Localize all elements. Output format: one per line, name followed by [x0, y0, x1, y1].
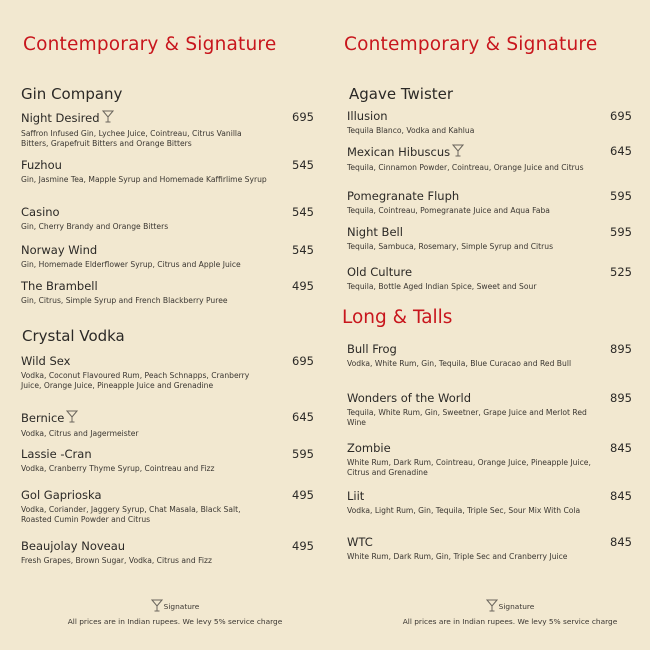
item-name: Old Culture: [347, 265, 413, 279]
item-description: Gin, Citrus, Simple Syrup and French Blackberry Puree: [21, 296, 228, 305]
menu-item: [21, 539, 314, 566]
menu-item: [21, 205, 314, 232]
menu-item: [21, 488, 314, 525]
cocktail-glass-icon: [151, 599, 163, 614]
item-price: 595: [610, 189, 632, 203]
menu-item: [347, 535, 632, 562]
menu-item: [347, 441, 632, 478]
menu-footer: [360, 599, 650, 626]
item-name: Casino: [21, 205, 60, 219]
item-description: Vodka, Light Rum, Gin, Tequila, Triple Sec, Sour Mix With Cola: [347, 506, 581, 515]
menu-item: [347, 489, 632, 516]
menu-item: [21, 410, 314, 439]
item-name: Fuzhou: [21, 158, 62, 172]
section-heading: Agave Twister: [349, 85, 454, 103]
item-price: 895: [610, 342, 632, 356]
item-name: Zombie: [347, 441, 391, 455]
item-price: 545: [292, 205, 314, 219]
item-name: WTC: [347, 535, 373, 549]
item-price: 525: [610, 265, 632, 279]
menu-item: [21, 243, 314, 270]
item-description: Fresh Grapes, Brown Sugar, Vodka, Citrus and Fizz: [21, 556, 212, 565]
cocktail-glass-icon: [486, 599, 498, 614]
item-price: 645: [610, 144, 632, 158]
menu-item: [347, 189, 632, 216]
item-description: Tequila Blanco, Vodka and Kahlua: [347, 126, 475, 135]
item-name: Night Desired: [21, 111, 100, 125]
item-description: Gin, Jasmine Tea, Mapple Syrup and Homemade Kaffirlime Syrup: [21, 175, 267, 184]
item-price: 645: [292, 410, 314, 424]
item-description: White Rum, Dark Rum, Cointreau, Orange Juice, Pineapple Juice, Citrus and Grenadine: [347, 458, 591, 477]
item-name: Illusion: [347, 109, 388, 123]
item-description: Vodka, Citrus and Jagermeister: [21, 429, 139, 438]
cocktail-glass-icon: [66, 410, 78, 426]
signature-legend: Signature: [163, 602, 200, 611]
menu-item: [347, 265, 632, 292]
item-price: 695: [292, 354, 314, 368]
item-price: 545: [292, 243, 314, 257]
menu-item: [21, 110, 314, 149]
item-name: Wonders of the World: [347, 391, 471, 405]
section-heading: Gin Company: [21, 85, 123, 103]
item-description: Tequila, Cointreau, Pomegranate Juice and Aqua Faba: [347, 206, 550, 215]
item-description: Saffron Infused Gin, Lychee Juice, Cointreau, Citrus Vanilla Bitters, Grapefruit Bitters and Orange Bitters: [21, 129, 242, 148]
menu-item: [347, 342, 632, 369]
menu-item: [21, 447, 314, 474]
item-name: Liit: [347, 489, 365, 503]
item-price: 495: [292, 279, 314, 293]
page-title: Contemporary & Signature: [344, 34, 598, 55]
item-price: 895: [610, 391, 632, 405]
section-heading: Crystal Vodka: [22, 327, 125, 345]
item-description: Vodka, Coconut Flavoured Rum, Peach Schnapps, Cranberry Juice, Orange Juice, Pineapple Juice and Grenadine: [21, 371, 250, 390]
item-price: 845: [610, 441, 632, 455]
item-description: Tequila, Bottle Aged Indian Spice, Sweet and Sour: [347, 282, 537, 291]
item-price: 495: [292, 539, 314, 553]
item-price: 845: [610, 489, 632, 503]
item-name: Night Bell: [347, 225, 403, 239]
item-price: 545: [292, 158, 314, 172]
item-description: Vodka, White Rum, Gin, Tequila, Blue Curacao and Red Bull: [347, 359, 572, 368]
item-price: 845: [610, 535, 632, 549]
menu-item: [347, 109, 632, 136]
menu-item: [347, 391, 632, 428]
item-name: Norway Wind: [21, 243, 98, 257]
cocktail-glass-icon: [102, 110, 114, 126]
item-name: Gol Gaprioska: [21, 488, 102, 502]
item-price: 695: [292, 110, 314, 124]
item-name: The Brambell: [21, 279, 98, 293]
menu-footer: [25, 599, 325, 626]
menu-item: [21, 279, 314, 306]
item-description: White Rum, Dark Rum, Gin, Triple Sec and Cranberry Juice: [347, 552, 568, 561]
item-description: Vodka, Cranberry Thyme Syrup, Cointreau and Fizz: [21, 464, 215, 473]
item-description: Gin, Cherry Brandy and Orange Bitters: [21, 222, 169, 231]
item-price: 695: [610, 109, 632, 123]
item-description: Tequila, White Rum, Gin, Sweetner, Grape Juice and Merlot Red Wine: [347, 408, 587, 427]
item-name: Bull Frog: [347, 342, 397, 356]
price-note: All prices are in Indian rupees. We levy 5% service charge: [67, 617, 283, 626]
menu-item: [21, 158, 314, 185]
item-name: Wild Sex: [21, 354, 71, 368]
item-description: Tequila, Sambuca, Rosemary, Simple Syrup and Citrus: [347, 242, 554, 251]
item-name: Beaujolay Noveau: [21, 539, 126, 553]
signature-legend: Signature: [498, 602, 535, 611]
menu-item: [347, 225, 632, 252]
item-description: Gin, Homemade Elderflower Syrup, Citrus and Apple Juice: [21, 260, 241, 269]
item-price: 595: [292, 447, 314, 461]
item-name: Pomegranate Fluph: [347, 189, 460, 203]
item-price: 595: [610, 225, 632, 239]
item-description: Tequila, Cinnamon Powder, Cointreau, Orange Juice and Citrus: [347, 163, 584, 172]
price-note: All prices are in Indian rupees. We levy 5% service charge: [402, 617, 618, 626]
cocktail-glass-icon: [452, 144, 464, 160]
item-price: 495: [292, 488, 314, 502]
item-description: Vodka, Coriander, Jaggery Syrup, Chat Masala, Black Salt, Roasted Cumin Powder and Citrus: [21, 505, 241, 524]
item-name: Mexican Hibuscus: [347, 145, 451, 159]
page-title: Contemporary & Signature: [23, 34, 277, 55]
section-heading: Long & Talls: [342, 307, 453, 328]
item-name: Lassie -Cran: [21, 447, 92, 461]
item-name: Bernice: [21, 411, 65, 425]
menu-item: [347, 144, 632, 173]
menu-item: [21, 354, 314, 391]
